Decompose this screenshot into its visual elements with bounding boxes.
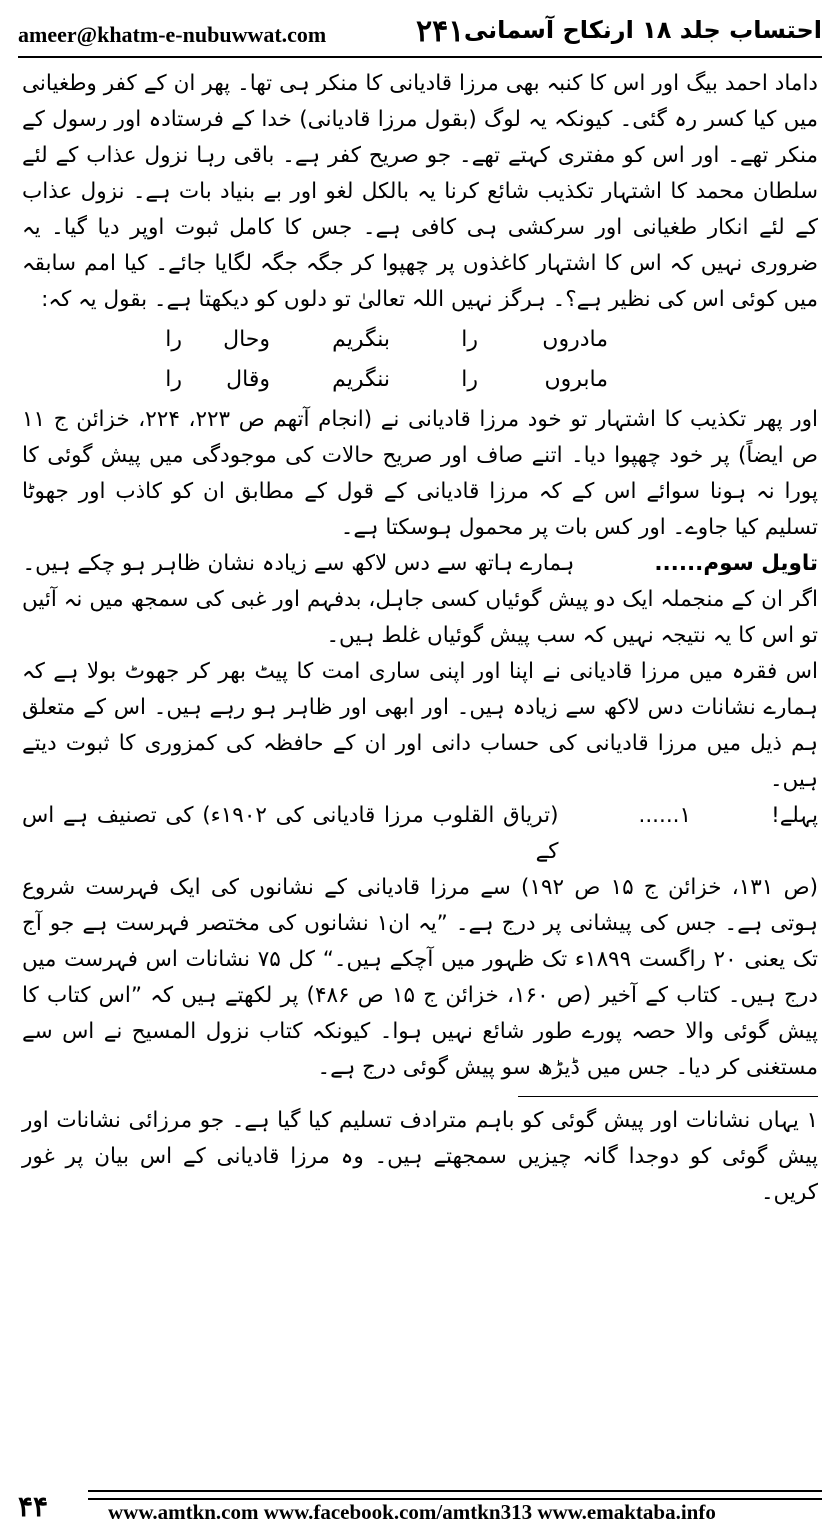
verse-word: مابروں — [544, 367, 608, 392]
verse-word: را — [461, 367, 478, 392]
verse-word: را — [165, 327, 182, 352]
verse-word: را — [165, 367, 182, 392]
paragraph-3: اگر ان کے منجملہ ایک دو پیش گوئیاں کسی جاہل، بدفہم اور غبی کی سمجھ میں نہ آئیں تو اس کا یہ نتیجہ نہیں کہ سب پیش گوئیاں غلط ہیں۔ — [22, 587, 818, 648]
footnote: ۱ یہاں نشانات اور پیش گوئی کو باہم مترادف تسلیم کیا گیا ہے۔ جو مرزائی نشانات اور پیش گوئی کو دوجدا گانہ چیزیں سمجھتے ہیں۔ وہ مرزا قادیانی کے اس بیان پر غور کریں۔ — [22, 1108, 818, 1205]
paragraph-4: اس فقرہ میں مرزا قادیانی نے اپنا اور اپنی ساری امت کا پیٹ بھر کر جھوٹ بولا ہے کہ ہمارے نشانات دس لاکھ سے زیادہ ہیں۔ اور ابھی اور ظاہر ہو رہے ہیں۔ اس کے متعلق ہم ذیل میں مرزا قادیانی کی حساب دانی اور ان کے حافظہ کی کمزوری کا ثبوت دیتے ہیں۔ — [22, 659, 818, 792]
section-heading-third-interpretation — [22, 546, 818, 582]
header-rule — [18, 56, 822, 58]
first-point-line — [22, 798, 818, 870]
section-heading-label: تاویل سوم...... — [654, 551, 818, 576]
page-footer — [18, 1488, 822, 1528]
footnote-rule — [518, 1096, 818, 1097]
verse-line-1 — [22, 322, 818, 358]
verse-word: ننگریم — [332, 367, 390, 392]
header-book-title: احتساب جلد ۱۸ ارنکاح آسمانی — [463, 16, 822, 44]
paragraph-2: اور پھر تکذیب کا اشتہار تو خود مرزا قادیانی نے (انجام آتھم ص ۲۲۳، ۲۲۴، خزائن ج ۱۱ ص ایضاً) پر خود چھپوا دیا۔ اتنے صاف اور صریح حالات کی موجودگی میں پیش گوئی کا پورا نہ ہونا سوائے اس کے کہ مرزا قادیانی کے قول کے مطابق ان کو کاذب اور جھوٹا تسلیم کیا جاوے۔ اور کس بات پر محمول ہوسکتا ہے۔ — [22, 407, 818, 540]
header-email: ameer@khatm-e-nubuwwat.com — [18, 22, 327, 47]
first-point-number: ۱...... — [638, 803, 692, 828]
first-point-label: پہلے! — [771, 803, 818, 828]
paragraph-1: داماد احمد بیگ اور اس کا کنبہ بھی مرزا قادیانی کا منکر ہی تھا۔ پھر ان کے کفر وطغیانی میں کیا کسر رہ گئی۔ کیونکہ یہ لوگ (بقول مرزا قادیانی) خدا کے فرستادہ اور رسول کے منکر تھے۔ اور اس کو مفتری کہتے تھے۔ جو صریح کفر ہے۔ باقی رہا نزول عذاب کے لئے سلطان محمد کا اشتہار تکذیب شائع کرنا یہ بالکل لغو اور بے بنیاد بات ہے۔ نزول عذاب کے لئے انکار طغیانی اور سرکشی ہی کافی ہے۔ جس کا کامل ثبوت اوپر دیا گیا۔ یہ ضروری نہیں کہ اس کا اشتہار کاغذوں پر چھپوا کر جگہ جگہ لگایا جائے۔ کیا امم سابقہ میں کوئی اس کی نظیر ہے؟۔ ہرگز نہیں اللہ تعالیٰ تو دلوں کو دیکھتا ہے۔ بقول یہ کہ: — [22, 71, 818, 312]
first-point-text: (تریاق القلوب مرزا قادیانی کی ۱۹۰۲ء) کی تصنیف ہے اس کے — [22, 803, 559, 864]
section-heading-text: ہمارے ہاتھ سے دس لاکھ سے زیادہ نشان ظاہر ہو چکے ہیں۔ — [22, 551, 575, 576]
footer-website-links[interactable]: www.amtkn.com www.facebook.com/amtkn313 www.emaktaba.info — [108, 1500, 716, 1524]
page-body — [22, 66, 818, 1211]
verse-word: را — [461, 327, 478, 352]
verse-word: مادروں — [542, 327, 608, 352]
verse-line-2 — [22, 362, 818, 398]
verse-word: وحال — [223, 327, 270, 352]
paragraph-5: (ص ۱۳۱، خزائن ج ۱۵ ص ۱۹۲) سے مرزا قادیانی کے نشانوں کی ایک فہرست شروع ہوتی ہے۔ جس کی پیشانی پر درج ہے۔ ”یہ ان۱ نشانوں کی مختصر فہرست ہے جو آج تک یعنی ۲۰ راگست ۱۸۹۹ء تک ظہور میں آچکے ہیں۔“ کل ۷۵ نشانات اس فہرست میں درج ہیں۔ کتاب کے آخیر (ص ۱۶۰، خزائن ج ۱۵ ص ۴۸۶) پر لکھتے ہیں کہ ”اس کتاب کا پیش گوئی والا حصہ پورے طور شائع نہیں ہوا۔ کیونکہ کتاب نزول المسیح نے اس سے مستغنی کر دیا۔ جس میں ڈیڑھ سو پیش گوئی درج ہے۔ — [22, 875, 819, 1080]
footer-double-rule — [88, 1490, 822, 1500]
header-page-number: ۲۴۱ — [416, 14, 465, 49]
verse-word: وقال — [226, 367, 270, 392]
footer-page-number: ۴۴ — [18, 1490, 49, 1523]
verse-word: بنگریم — [332, 327, 390, 352]
page-header — [18, 14, 822, 54]
